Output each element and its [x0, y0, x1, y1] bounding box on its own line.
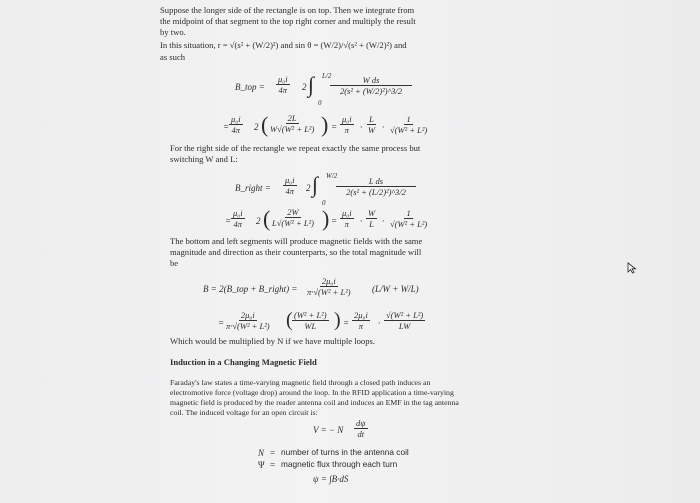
eq-num: √(W² + L²) [386, 310, 424, 320]
eq-den: 4π [233, 219, 243, 229]
eq-den: W√(W² + L²) [270, 124, 315, 134]
eq-den: π [344, 125, 349, 135]
eq-num: W ds [330, 75, 412, 86]
eq-fraction [352, 310, 370, 331]
eq-lower-limit: 0 [318, 99, 322, 107]
paragraph-line: as such [160, 52, 186, 62]
eq-den: √(W² + L²) [390, 219, 428, 229]
eq-den: √(W² + L²) [390, 125, 428, 135]
eq-den: π [358, 321, 364, 331]
eq-num: (W² + L²) [294, 310, 327, 320]
eq-den: 2(s² + (W/2)²)^3/2 [339, 86, 403, 96]
eq-fraction [292, 310, 329, 331]
eq-fraction [231, 208, 245, 229]
eq-dot: · [378, 318, 381, 328]
eq-dot: · [382, 122, 385, 132]
eq-equals: = [225, 216, 232, 226]
eq-fraction [276, 74, 290, 95]
eq-fraction [388, 208, 429, 229]
eq-den: 4π [278, 85, 288, 95]
eq-fraction [283, 175, 297, 196]
mouse-pointer-icon [627, 262, 637, 274]
paragraph-line: be [170, 258, 179, 268]
eq-fraction [366, 114, 377, 135]
paragraph-line: The bottom and left segments will produce magnetic fields with the same [170, 236, 423, 246]
eq-lower-limit: 0 [322, 199, 326, 207]
paragraph-line: switching W and L: [170, 154, 238, 164]
eq-dot: · [360, 216, 363, 226]
eq-den: 2(s² + (L/2)²)^3/2 [346, 187, 406, 197]
paren-left: ( [261, 112, 269, 137]
eq-dot: · [360, 122, 363, 132]
eq-den: π·√(W² + L²) [307, 287, 351, 297]
eq-num: μ₀i [278, 74, 288, 84]
eq-den: dt [357, 429, 365, 439]
eq-two: 2 [256, 216, 261, 226]
eq-equals: = [218, 318, 225, 328]
eq-flux-integral: ψ = ∫B·dS [313, 474, 349, 484]
eq-num: 2μ₀i [354, 310, 368, 320]
paragraph-line: magnetic field is produced by the reader antenna coil and induces an EMF in the tag antenna [170, 398, 459, 407]
eq-den: 4π [231, 125, 241, 135]
eq-fraction [229, 114, 243, 135]
eq-two: 2 [306, 183, 311, 193]
eq-num: L ds [336, 176, 416, 187]
paren-right: ) [334, 309, 341, 331]
paragraph-line: Which would be multiplied by N if we have multiple loops. [170, 336, 376, 346]
eq-den: L [369, 219, 374, 229]
eq-num: μ₀i [342, 114, 352, 124]
eq-fraction [388, 114, 429, 135]
eq-num: μ₀i [231, 114, 241, 124]
eq-num: W [368, 208, 376, 218]
eq-integrand [330, 75, 412, 96]
integral-sign: ∫ [312, 172, 319, 197]
eq-den: LW [398, 321, 411, 331]
eq-num: 2μ₀i [321, 276, 336, 286]
paren-right: ) [321, 112, 329, 137]
eq-den: 4π [285, 186, 295, 196]
eq-fraction [268, 113, 316, 134]
eq-fraction [340, 208, 354, 229]
paragraph-line: coil. The induced voltage for an open circuit is: [170, 408, 318, 417]
eq-num: 1 [406, 208, 411, 218]
eq-den: WL [304, 321, 317, 331]
eq-fraction [354, 418, 368, 439]
paragraph-line: For the right side of the rectangle we repeat exactly the same process but [170, 143, 421, 153]
eq-num: μ₀i [233, 208, 243, 218]
eq-num: μ₀i [342, 208, 352, 218]
eq-den: π [344, 219, 349, 229]
eq-upper-limit: W/2 [326, 172, 338, 180]
def-text-n: number of turns in the antenna coil [281, 447, 409, 457]
eq-num: 2W [287, 207, 299, 217]
eq-den: L√(W² + L²) [272, 218, 314, 228]
eq-btop-lhs: B_top = [235, 82, 265, 92]
integral-sign: ∫ [308, 72, 315, 97]
eq-num: 1 [406, 114, 411, 124]
paragraph-line: the midpoint of that segment to the top right corner and multiply the result [160, 16, 416, 26]
eq-fraction [366, 208, 377, 229]
eq-num: 2L [287, 113, 297, 123]
eq-den: W [368, 125, 376, 135]
paragraph-line: Suppose the longer side of the rectangle is on top. Then we integrate from [160, 5, 415, 15]
paragraph-line: by two. [160, 27, 186, 37]
eq-fraction [224, 310, 272, 331]
paren-left: ( [286, 309, 293, 331]
def-symbol-n: N [258, 448, 265, 458]
eq-paren-sum: (L/W + W/L) [372, 284, 419, 294]
eq-btotal-lhs: B = 2(B_top + B_right) = [203, 284, 298, 294]
def-equals: = [270, 460, 276, 470]
eq-equals: = [331, 216, 338, 226]
paragraph-line: Faraday's law states a time-varying magnetic field through a closed path induces an [170, 378, 431, 387]
def-text-psi: magnetic flux through each turn [281, 459, 398, 469]
eq-faraday-lhs: V = − N [313, 425, 344, 435]
eq-equals: = [331, 122, 338, 132]
eq-bright-lhs: B_right = [235, 183, 271, 193]
eq-den: π·√(W² + L²) [226, 321, 270, 331]
paragraph-line: In this situation, r = √(s² + (W/2)²) and sin θ = (W/2)/√(s² + (W/2)²) and [160, 40, 407, 50]
eq-equals: = [223, 122, 230, 132]
eq-num: dψ [356, 418, 366, 428]
def-symbol-psi: Ψ [258, 460, 265, 470]
eq-dot: · [382, 216, 385, 226]
eq-fraction [305, 276, 353, 297]
section-heading: Induction in a Changing Magnetic Field [170, 357, 317, 367]
eq-fraction [340, 114, 354, 135]
paragraph-line: magnitude and direction as their counterparts, so the total magnitude will [170, 247, 422, 257]
eq-fraction [270, 207, 316, 228]
eq-two: 2 [302, 82, 307, 92]
paragraph-line: electromotive force (voltage drop) around the loop. In the RFID application a time-varying [170, 388, 454, 397]
def-equals: = [270, 448, 276, 458]
eq-two: 2 [254, 122, 259, 132]
eq-fraction [384, 310, 425, 331]
eq-num: μ₀i [285, 175, 295, 185]
eq-upper-limit: L/2 [322, 72, 332, 80]
eq-num: L [369, 114, 374, 124]
eq-integrand [336, 176, 416, 197]
paren-right: ) [322, 206, 330, 231]
eq-num: 2μ₀i [240, 310, 255, 320]
paren-left: ( [263, 206, 271, 231]
eq-equals: = [343, 318, 350, 328]
